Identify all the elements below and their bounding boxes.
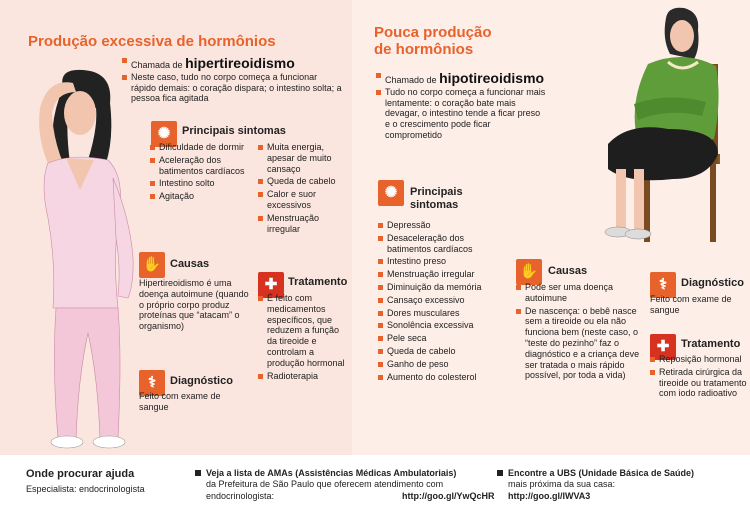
list-item: Retirada cirúrgica da tireoide ou tratamento com iodo radioativo (650, 367, 748, 399)
footer-amas-text: da Prefeitura de São Paulo que oferecem atendimento com endocrinologista: (206, 479, 444, 501)
footer-amas-block (195, 468, 495, 502)
list-item: Menstruação irregular (378, 269, 508, 280)
hypo-title-line2: de hormônios (374, 41, 474, 59)
hypo-tratamento-list (650, 354, 748, 401)
list-item: Desaceleração dos batimentos cardíacos (378, 233, 508, 255)
list-item: Calor e suor excessivos (258, 189, 348, 211)
hypo-sintomas-title-2: sintomas (410, 198, 459, 211)
hyper-tratamento-list (258, 293, 350, 383)
square-bullet-icon (497, 470, 503, 476)
list-item: Radioterapia (258, 371, 350, 382)
stethoscope-icon: ⚕ (139, 370, 165, 396)
hyper-intro-name (122, 55, 342, 72)
footer-ubs-block (497, 468, 747, 502)
hand-icon: ✋ (139, 252, 165, 278)
list-item: Reposição hormonal (650, 354, 748, 365)
list-item: Diminuição da memória (378, 282, 508, 293)
list-item: Queda de cabelo (258, 176, 348, 187)
hypo-diagnostico-title: Diagnóstico (681, 277, 744, 289)
hypo-sintomas-title (410, 186, 463, 211)
seated-woman-illustration (588, 4, 738, 244)
hypo-intro-text: Tudo no corpo começa a funcionar mais lentamente: o coração bate mais devagar, o intestino tende a ficar preso e o crescimento pode ficar comprometido (376, 87, 546, 141)
hyper-sintomas-title: Principais sintomas (182, 125, 286, 137)
hypo-intro-prefix: Chamado de (385, 75, 437, 85)
hyper-intro-text: Neste caso, tudo no corpo começa a funcionar rápido demais: o coração dispara; o intestino solta; a pessoa fica agitada (122, 72, 342, 104)
hyper-intro-prefix: Chamada de (131, 60, 183, 70)
footer-subtitle: Especialista: endocrinologista (26, 484, 145, 494)
list-item: Pele seca (378, 333, 508, 344)
hypo-intro-term: hipotireoidismo (439, 70, 545, 86)
list-item: É feito com medicamentos específicos, que reduzem a função da tireoide e controlam a produção hormonal (258, 293, 350, 369)
footer-amas-bold: Veja a lista de AMAs (Assistências Médicas Ambulatoriais) (206, 468, 457, 478)
footer-ubs-heading (497, 468, 747, 479)
standing-woman-illustration (18, 68, 148, 453)
square-bullet-icon (195, 470, 201, 476)
footer-ubs-text: mais próxima da sua casa: (508, 479, 616, 490)
list-item: Ganho de peso (378, 359, 508, 370)
first-aid-icon: ✚ (650, 334, 676, 360)
list-item: De nascença: o bebê nasce sem a tireoide ou ela não funciona bem (neste caso, o “teste do pezinho” faz o diagnóstico e a criança deve ser tratada o mais rápido possível, por toda a vida) (516, 306, 640, 382)
list-item: Intestino preso (378, 256, 508, 267)
hyper-sintomas-col2 (258, 142, 348, 236)
hypo-sintomas-list (378, 220, 508, 384)
footer-ubs-link[interactable]: http://goo.gl/IWVA3 (508, 490, 591, 501)
footer-amas-link[interactable]: http://goo.gl/YwQcHR (402, 490, 495, 501)
symptoms-icon: ✺ (151, 121, 177, 147)
hypo-sintomas-title-1: Principais (410, 186, 463, 198)
list-item: Menstruação irregular (258, 213, 348, 235)
list-item: Cansaço excessivo (378, 295, 508, 306)
hyper-diagnostico-title: Diagnóstico (170, 375, 233, 387)
list-item: Dificuldade de dormir (150, 142, 254, 153)
hyper-causas-text: Hipertireoidismo é uma doença autoimune (quando o próprio corpo produz proteínas que “atacam” o organismo) (139, 278, 249, 332)
hypo-causas-list (516, 282, 640, 383)
hypo-tratamento-title: Tratamento (681, 338, 741, 350)
hypo-title (374, 24, 594, 59)
hand-icon: ✋ (516, 259, 542, 285)
list-item: Depressão (378, 220, 508, 231)
list-item: Aumento do colesterol (378, 372, 508, 383)
hyper-sintomas-col1 (150, 142, 254, 204)
hyper-tratamento-title: Tratamento (288, 276, 348, 288)
first-aid-icon: ✚ (258, 272, 284, 298)
footer-ubs-bold: Encontre a UBS (Unidade Básica de Saúde) (508, 468, 695, 478)
list-item: Dores musculares (378, 308, 508, 319)
hypo-intro (376, 70, 546, 141)
hypo-causas-title: Causas (548, 265, 588, 277)
footer-amas-heading (195, 468, 485, 479)
footer-title: Onde procurar ajuda (26, 468, 135, 480)
list-item: Intestino solto (150, 178, 254, 189)
hypo-intro-name (376, 70, 546, 87)
hyper-title: Produção excessiva de hormônios (28, 33, 276, 50)
list-item: Aceleração dos batimentos cardíacos (150, 155, 254, 177)
stethoscope-icon: ⚕ (650, 272, 676, 298)
symptoms-icon: ✺ (378, 180, 404, 206)
hyper-causas-title: Causas (170, 258, 210, 270)
list-item: Agitação (150, 191, 254, 202)
list-item: Pode ser uma doença autoimune (516, 282, 640, 304)
hypo-diagnostico-text: Feito com exame de sangue (650, 294, 732, 315)
hypo-title-line1: Pouca produção (374, 24, 492, 41)
hyper-diagnostico-text: Feito com exame de sangue (139, 391, 221, 412)
list-item: Sonolência excessiva (378, 320, 508, 331)
hyper-intro (122, 55, 342, 104)
list-item: Muita energia, apesar de muito cansaço (258, 142, 348, 174)
list-item: Queda de cabelo (378, 346, 508, 357)
hyper-intro-term: hipertireoidismo (185, 55, 295, 71)
